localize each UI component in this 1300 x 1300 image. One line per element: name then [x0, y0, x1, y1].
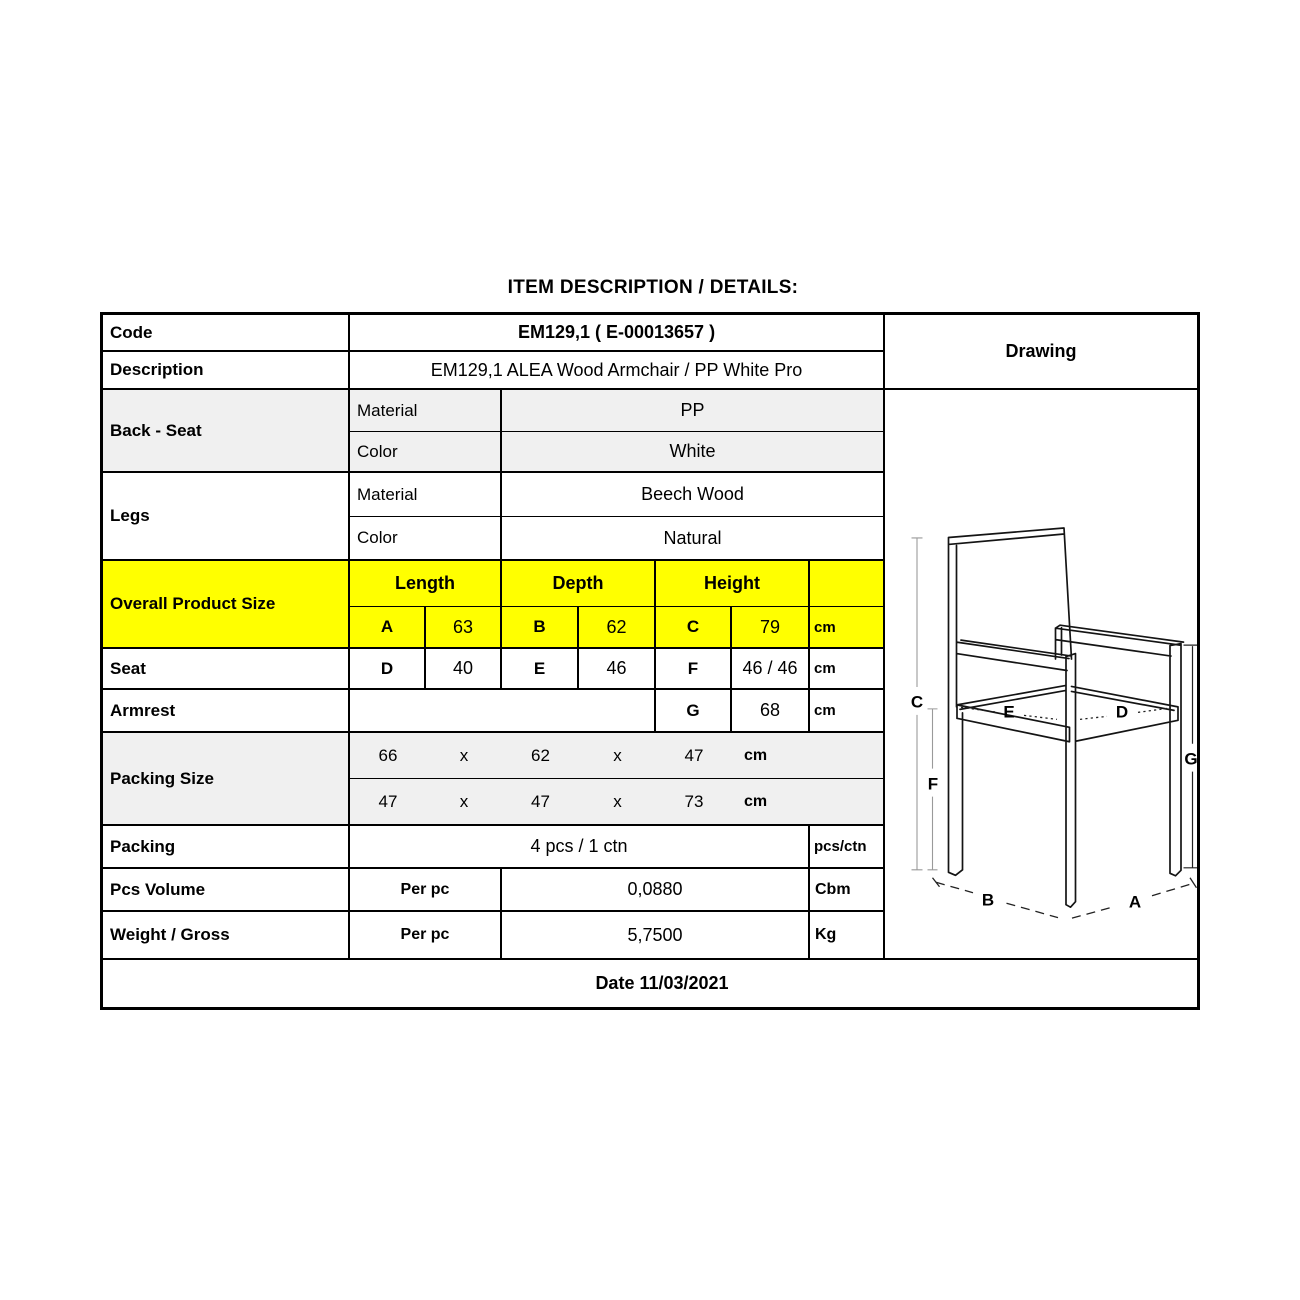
code-label: Code — [103, 315, 350, 352]
back-seat-material-value: PP — [502, 390, 885, 432]
packing-size-row2-sep2: x — [613, 791, 622, 811]
spec-table — [100, 312, 1200, 1010]
dim-label-a: A — [1128, 892, 1142, 912]
back-seat-label: Back - Seat — [103, 390, 350, 473]
weight-gross-unit: Kg — [810, 912, 885, 960]
drawing-header: Drawing — [885, 315, 1197, 390]
armrest-g-value: 68 — [732, 690, 810, 733]
legs-material-value: Beech Wood — [502, 473, 885, 517]
pcs-volume-unit: Cbm — [810, 869, 885, 912]
packing-size-row2-v2: 47 — [531, 791, 550, 811]
back-seat-color-value: White — [502, 432, 885, 473]
back-seat-color-label: Color — [350, 432, 502, 473]
back-seat-material-label: Material — [350, 390, 502, 432]
legs-label: Legs — [103, 473, 350, 561]
seat-e-letter: E — [502, 649, 579, 690]
packing-unit: pcs/ctn — [810, 826, 885, 869]
description-label: Description — [103, 352, 350, 390]
overall-size-unit: cm — [810, 607, 885, 649]
dim-label-d: D — [1115, 702, 1129, 722]
armrest-unit: cm — [810, 690, 885, 733]
dim-label-b: B — [981, 890, 995, 910]
packing-size-row1-v3: 47 — [684, 745, 704, 765]
armrest-label: Armrest — [103, 690, 350, 733]
dim-label-f: F — [927, 774, 939, 794]
description-value: EM129,1 ALEA Wood Armchair / PP White Pro — [350, 352, 885, 390]
packing-size-row1 — [350, 733, 885, 779]
packing-size-row2-v3: 73 — [684, 791, 704, 811]
dim-label-e: E — [1003, 702, 1015, 722]
packing-size-row2-sep1: x — [459, 791, 469, 811]
page-title: ITEM DESCRIPTION / DETAILS: — [507, 277, 799, 298]
overall-size-a-letter: A — [350, 607, 426, 649]
pcs-volume-label: Pcs Volume — [103, 869, 350, 912]
chair-drawing — [885, 390, 1197, 960]
legs-color-label: Color — [350, 517, 502, 561]
packing-size-row1-v1: 66 — [378, 745, 398, 765]
seat-label: Seat — [103, 649, 350, 690]
seat-f-letter: F — [656, 649, 732, 690]
overall-size-length-header: Length — [350, 561, 502, 607]
packing-size-row2 — [350, 779, 885, 826]
packing-size-row1-sep1: x — [459, 745, 469, 765]
packing-size-row2-unit: cm — [744, 792, 768, 810]
packing-value: 4 pcs / 1 ctn — [350, 826, 810, 869]
seat-f-value: 46 / 46 — [732, 649, 810, 690]
overall-size-height-header: Height — [656, 561, 810, 607]
packing-size-row1-unit: cm — [744, 746, 768, 764]
seat-d-letter: D — [350, 649, 426, 690]
pcs-volume-basis: Per pc — [350, 869, 502, 912]
seat-d-value: 40 — [426, 649, 502, 690]
overall-size-c-letter: C — [656, 607, 732, 649]
overall-size-depth-header: Depth — [502, 561, 656, 607]
overall-size-label: Overall Product Size — [103, 561, 350, 649]
chair-drawing-svg — [885, 390, 1197, 958]
packing-size-label: Packing Size — [103, 733, 350, 826]
legs-material-label: Material — [350, 473, 502, 517]
pcs-volume-value: 0,0880 — [502, 869, 810, 912]
armrest-g-letter: G — [656, 690, 732, 733]
date-row: Date 11/03/2021 — [595, 973, 729, 993]
code-value: EM129,1 ( E-00013657 ) — [350, 315, 885, 352]
overall-size-b-value: 62 — [579, 607, 656, 649]
weight-gross-label: Weight / Gross — [103, 912, 350, 960]
overall-size-c-value: 79 — [732, 607, 810, 649]
weight-gross-basis: Per pc — [350, 912, 502, 960]
armrest-empty — [350, 690, 656, 733]
packing-size-row1-sep2: x — [613, 745, 622, 765]
packing-label: Packing — [103, 826, 350, 869]
overall-size-b-letter: B — [502, 607, 579, 649]
seat-unit: cm — [810, 649, 885, 690]
packing-size-row2-v1: 47 — [378, 791, 398, 811]
packing-size-row1-v2: 62 — [531, 745, 550, 765]
overall-size-header-spacer — [810, 561, 885, 607]
legs-color-value: Natural — [502, 517, 885, 561]
seat-e-value: 46 — [579, 649, 656, 690]
dim-label-g: G — [1184, 749, 1198, 769]
overall-size-a-value: 63 — [426, 607, 502, 649]
dim-label-c: C — [910, 692, 924, 712]
weight-gross-value: 5,7500 — [502, 912, 810, 960]
